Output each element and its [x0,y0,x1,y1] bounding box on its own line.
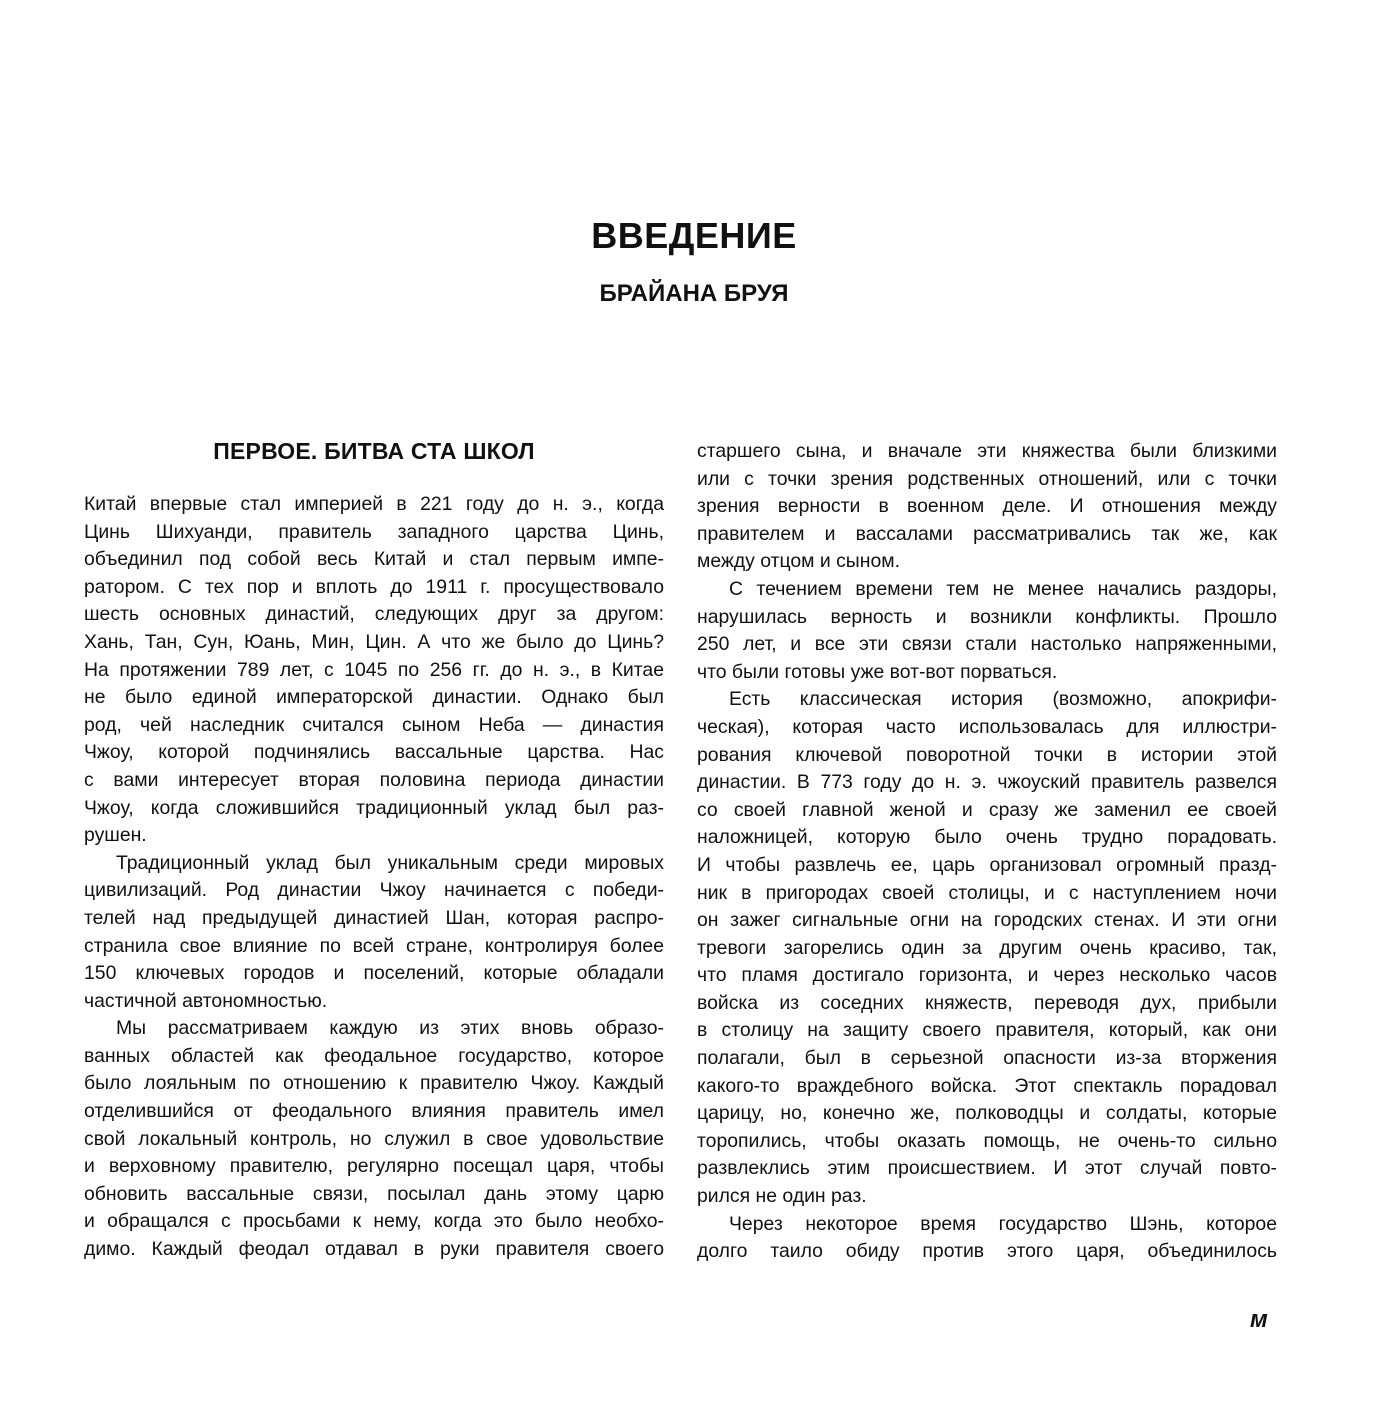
text-line: не было единой императорской династии. Однако был [84,686,664,709]
text-line: объединил под собой весь Китай и стал первым импе- [84,548,664,571]
text-line: Хань, Тан, Сун, Юань, Мин, Цин. А что же было до Цинь? [84,630,664,653]
text-line: На протяжении 789 лет, с 1045 по 256 гг. до н. э., в Китае [84,658,664,681]
text-line: ческая), которая часто использовалась для иллюстри- [697,715,1277,738]
text-line: 250 лет, и все эти связи стали настолько напряженными, [697,633,1277,656]
text-line: старшего сына, и вначале эти княжества были близкими [697,440,1277,462]
text-line: царицу, но, конечно же, полководцы и солдаты, которые [697,1102,1277,1125]
text-line: Есть классическая история (возможно, апокрифи- [729,688,1277,711]
text-line: развлеклись этим происшествием. И этот случай повто- [697,1157,1277,1180]
text-line: или с точки зрения родственных отношений, или с точки [697,467,1277,490]
text-line: что пламя достигало горизонта, и через несколько часов [697,964,1277,987]
text-line: обновить вассальные связи, посылал дань этому царю [84,1182,664,1205]
text-line: свой локальный контроль, но служил в свое удовольствие [84,1127,664,1150]
page-title: ВВЕДЕНИЕ [591,215,797,256]
text-line: нарушилась верность и возникли конфликты. Прошло [697,605,1277,628]
page-subtitle: БРАЙАНА БРУЯ [599,280,789,307]
text-line: торопились, чтобы оказать помощь, не очень-то сильно [697,1129,1277,1152]
text-line: Китай впервые стал империей в 221 году до н. э., когда [84,493,664,515]
text-line: рился не один раз. [697,1185,867,1208]
text-line: димо. Каждый феодал отдавал в руки правителя своего [84,1238,664,1261]
text-line: ратором. С тех пор и вплоть до 1911 г. просуществовало [84,575,664,598]
text-line: и обращался с просьбами к нему, когда это было необхо- [84,1210,664,1233]
text-line: Чжоу, когда сложившийся традиционный уклад был раз- [84,796,664,819]
text-line: со своей главной женой и сразу же заменил ее своей [697,798,1277,821]
text-line: цивилизаций. Род династии Чжоу начинается с победи- [84,879,664,902]
text-line: С течением времени тем не менее начались раздоры, [729,577,1277,600]
text-line: отделившийся от феодального влияния правитель имел [84,1100,664,1123]
right-column [697,438,1277,1266]
text-line: что были готовы уже вот-вот порваться. [697,660,1058,683]
text-line: 150 ключевых городов и поселений, которые обладали [84,962,664,985]
text-line: Мы рассматриваем каждую из этих вновь образо- [116,1017,664,1040]
text-line: странила свое влияние по всей стране, контролируя более [84,934,664,957]
text-line: полагали, был в серьезной опасности из-за вторжения [697,1047,1277,1070]
text-line: в столицу на защиту своего правителя, который, как они [697,1019,1277,1042]
text-line: долго таило обиду против этого царя, объединилось [697,1240,1277,1263]
text-line: ник в пригородах своей столицы, и с наступлением ночи [697,881,1277,904]
text-line: и верховному правителю, регулярно посещал царя, чтобы [84,1155,664,1178]
text-line: он зажег сигнальные огни на городских стенах. И эти огни [697,909,1277,932]
text-line: тревоги загорелись один за другим очень красиво, так, [697,936,1277,959]
text-line: было лояльным по отношению к правителю Чжоу. Каждый [84,1072,664,1095]
text-line: зрения верности в военном деле. И отношения между [697,495,1277,518]
publisher-logo: м [1250,1306,1266,1333]
text-line: с вами интересует вторая половина периода династии [84,768,664,791]
text-line: между отцом и сыном. [697,550,900,573]
text-line: Традиционный уклад был уникальным среди мировых [116,851,664,874]
text-line: телей над предыдущей династией Шан, которая распро- [84,906,664,929]
text-line: правителем и вассалами рассматривались так же, как [697,522,1277,545]
text-line: Через некоторое время государство Шэнь, которое [729,1212,1277,1235]
text-line: род, чей наследник считался сыном Неба — династия [84,713,664,736]
left-column [84,434,664,1264]
text-line: рушен. [84,824,147,847]
text-line: частичной автономностью. [84,989,328,1012]
text-line: династии. В 773 году до н. э. чжоуский правитель развелся [697,771,1277,794]
text-line: рования ключевой поворотной точки в истории этой [697,743,1277,766]
section-heading: ПЕРВОЕ. БИТВА СТА ШКОЛ [213,438,535,464]
text-line: ванных областей как феодальное государство, которое [84,1044,664,1067]
text-line: Чжоу, которой подчинялись вассальные царства. Нас [84,741,664,764]
text-line: какого-то враждебного войска. Этот спектакль порадовал [697,1074,1277,1097]
text-line: шесть основных династий, следующих друг за другом: [84,603,664,626]
text-line: войска из соседних княжеств, переводя дух, прибыли [697,991,1277,1014]
text-line: Цинь Шихуанди, правитель западного царства Цинь, [84,520,664,543]
text-line: И чтобы развлечь ее, царь организовал огромный празд- [697,853,1277,876]
text-line: наложницей, которую было очень трудно порадовать. [697,826,1277,849]
